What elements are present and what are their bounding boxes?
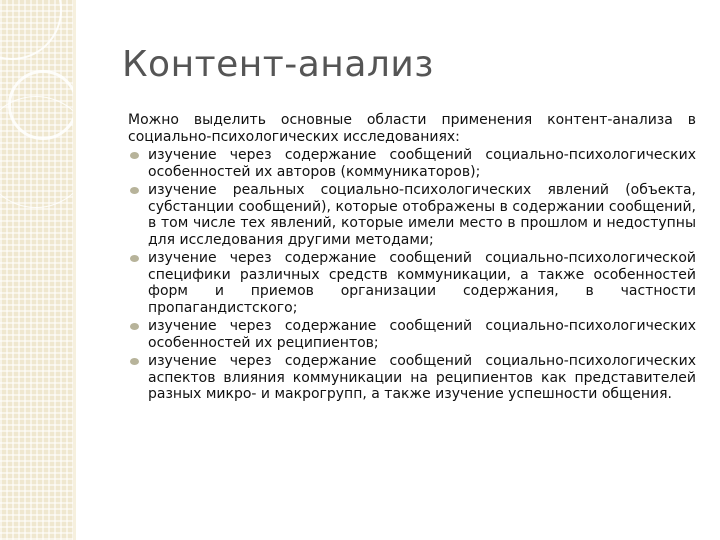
bullet-text: изучение через содержание сообщений социально-психологических особенностей их реципиентов; (148, 318, 696, 351)
bullet-item (128, 182, 696, 248)
bullet-dot-icon (130, 323, 139, 330)
bullet-dot-icon (130, 152, 139, 159)
slide-body (128, 112, 696, 405)
decorative-side-panel (0, 0, 73, 540)
bullet-item (128, 250, 696, 316)
bullet-text: изучение через содержание сообщений социально-психологических аспектов влияния коммуникации на реципиентов как представителей разных микро- и макрогрупп, а также изучение успешности общения. (148, 353, 696, 402)
bullet-text: изучение через содержание сообщений социально-психологической специфики различных средств коммуникации, а также особенностей форм и приемов организации содержания, в частности пропагандистского; (148, 250, 696, 316)
bullet-dot-icon (130, 358, 139, 365)
bullet-text: изучение реальных социально-психологических явлений (объекта, субстанции сообщений), которые отображены в содержании сообщений, в том числе тех явлений, которые имели место в прошлом и недоступны для исследования другими методами; (148, 182, 696, 248)
decorative-circle-icon (0, 0, 62, 60)
bullet-dot-icon (130, 255, 139, 262)
decorative-circle-icon (0, 96, 92, 208)
bullet-dot-icon (130, 187, 139, 194)
slide-title: Контент-анализ (122, 44, 434, 85)
bullet-item (128, 147, 696, 180)
bullet-text: изучение через содержание сообщений социально-психологических особенностей их авторов (коммуникаторов); (148, 147, 696, 180)
intro-paragraph: Можно выделить основные области применения контент-анализа в социально-психологических исследованиях: (128, 112, 696, 145)
panel-edge (73, 0, 76, 540)
bullet-item (128, 318, 696, 351)
bullet-item (128, 353, 696, 403)
